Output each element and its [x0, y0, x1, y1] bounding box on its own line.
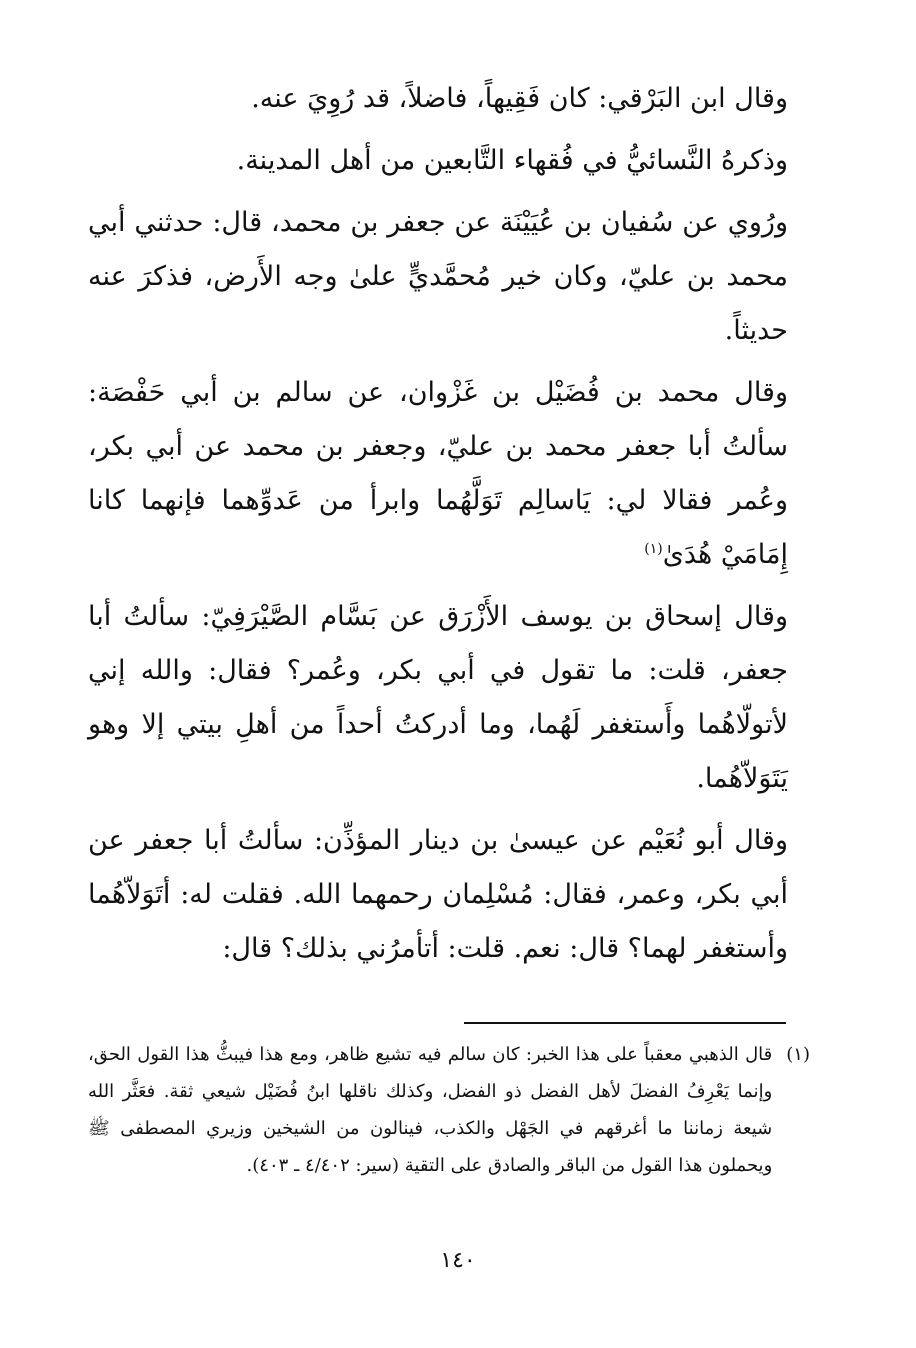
- page-number: ١٤٠: [440, 1248, 476, 1273]
- footnote-reference: (١): [644, 541, 663, 557]
- paragraph-5: وقال إسحاق بن يوسف الأَزْرَق عن بَسَّام الصَّيْرَفِيّ: سألتُ أبا جعفر، قلت: ما تقول في أبي بكر، وعُمر؟ فقال: والله إني لأتولّاهُما وأَستغفر لَهُما، وما أدركتُ أحداً من أهلِ بيتي إلا وهو يَتَوَلاّهُما.: [88, 601, 788, 794]
- footnote-1: [88, 1036, 810, 1184]
- footnotes: [88, 1036, 810, 1184]
- paragraph-4-text: وقال محمد بن فُضَيْل بن غَزْوان، عن سالم بن أبي حَفْصَة: سألتُ أبا جعفر محمد بن عليّ، وجعفر بن محمد عن أبي بكر، وعُمر فقالا لي: يَاسالِم تَوَلَّهُما وابرأ من عَدوِّهما فإنهما كانا إِمَامَيْ هُدَىٰ: [88, 377, 788, 570]
- footnote-separator: [464, 1022, 786, 1024]
- paragraph-6: وقال أبو نُعَيْم عن عيسىٰ بن دينار المؤذِّن: سألتُ أبا جعفر عن أبي بكر، وعمر، فقال: مُسْلِمان رحمهما الله. فقلت له: أتَوَلاّهُما وأستغفر لهما؟ قال: نعم. قلت: أتأمرُني بذلك؟ قال:: [88, 825, 788, 964]
- paragraph-1: وقال ابن البَرْقي: كان فَقِيهاً، فاضلاً، قد رُوِيَ عنه.: [251, 83, 788, 114]
- footnote-number: (١): [786, 1044, 810, 1065]
- paragraph-2: وذكرهُ النَّسائيُّ في فُقهاء التَّابعين من أهل المدينة.: [236, 145, 788, 176]
- footnote-text: قال الذهبي معقباً على هذا الخبر: كان سالم فيه تشيع ظاهر، ومع هذا فيبثُّ هذا القول الحق، وإنما يَعْرِفُ الفضلَ لأهل الفضل ذو الفضل، وكذلك ناقلها ابنُ فُضَيْل شيعي ثقة. فعَثَّر الله شيعة زماننا ما أغرقهم في الجَهْل والكذب، فينالون من الشيخين وزيري المصطفى ﷺ ويحملون هذا القول من الباقر والصادق على التقية (سير: ٤/٤٠٢ ـ ٤٠٣).: [88, 1044, 773, 1176]
- paragraph-3: ورُوي عن سُفيان بن عُيَيْنَة عن جعفر بن محمد، قال: حدثني أبي محمد بن عليّ، وكان خير مُحمَّديٍّ علىٰ وجه الأَرض، فذكرَ عنه حديثاً.: [88, 207, 788, 346]
- main-text: [88, 72, 788, 984]
- paragraph-4: [88, 366, 788, 582]
